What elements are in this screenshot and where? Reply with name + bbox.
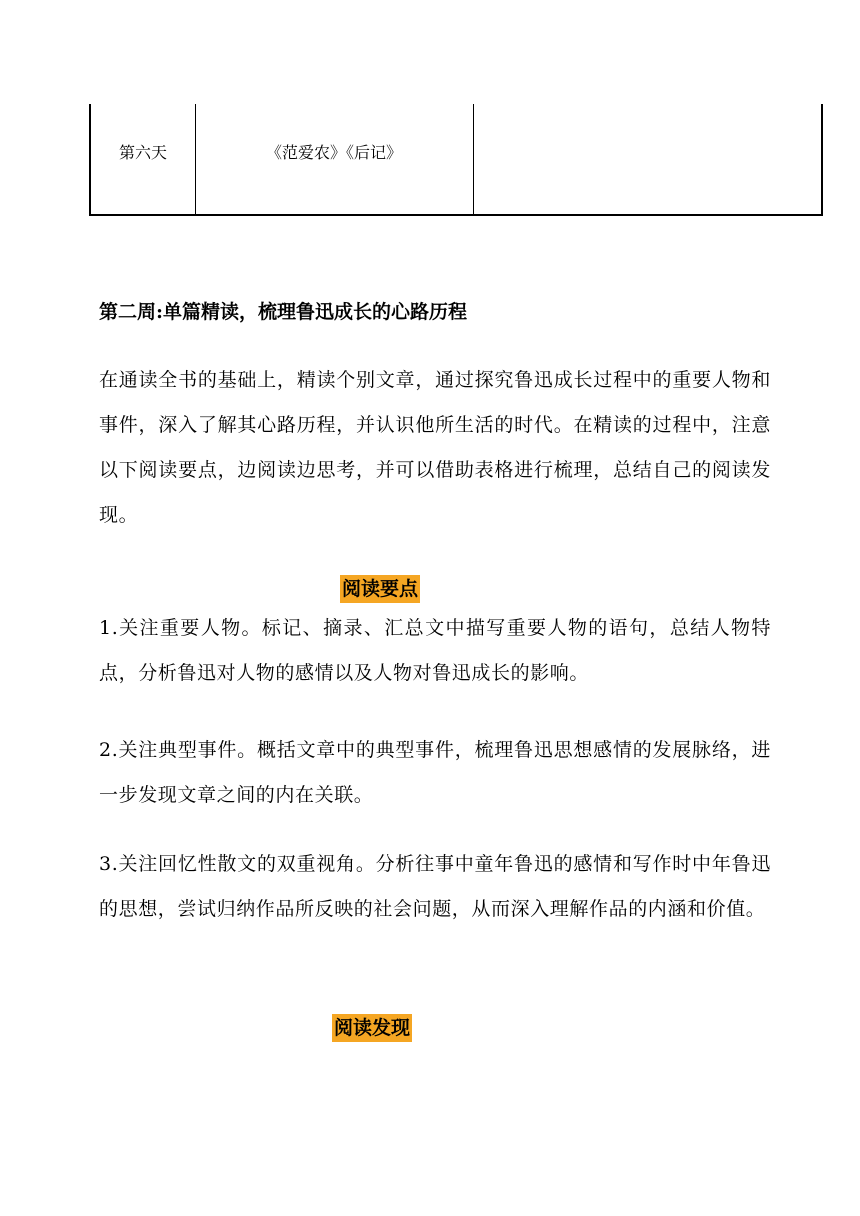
week-heading: 第二周:单篇精读，梳理鲁迅成长的心路历程 — [99, 301, 468, 323]
schedule-table — [89, 104, 823, 216]
reading-point-3: 3.关注回忆性散文的双重视角。分析往事中童年鲁迅的感情和写作时中年鲁迅的思想，尝试归纳作品所反映的社会问题，从而深入理解作品的内涵和价值。 — [99, 853, 771, 920]
reading-points-heading: 阅读要点 — [340, 575, 420, 603]
table-cell-content: 《范爱农》《后记》 — [265, 143, 402, 162]
reading-point-1: 1.关注重要人物。标记、摘录、汇总文中描写重要人物的语句，总结人物特点，分析鲁迅对人物的感情以及人物对鲁迅成长的影响。 — [99, 617, 771, 684]
intro-paragraph: 在通读全书的基础上，精读个别文章，通过探究鲁迅成长过程中的重要人物和事件，深入了解其心路历程，并认识他所生活的时代。在精读的过程中，注意以下阅读要点，边阅读边思考，并可以借助表格进行梳理，总结自己的阅读发现。 — [99, 369, 771, 526]
reading-point-2: 2.关注典型事件。概括文章中的典型事件，梳理鲁迅思想感情的发展脉络，进一步发现文章之间的内在关联。 — [99, 739, 771, 806]
column-divider — [473, 104, 474, 214]
reading-findings-heading: 阅读发现 — [332, 1014, 412, 1042]
table-cell-day: 第六天 — [118, 143, 167, 162]
